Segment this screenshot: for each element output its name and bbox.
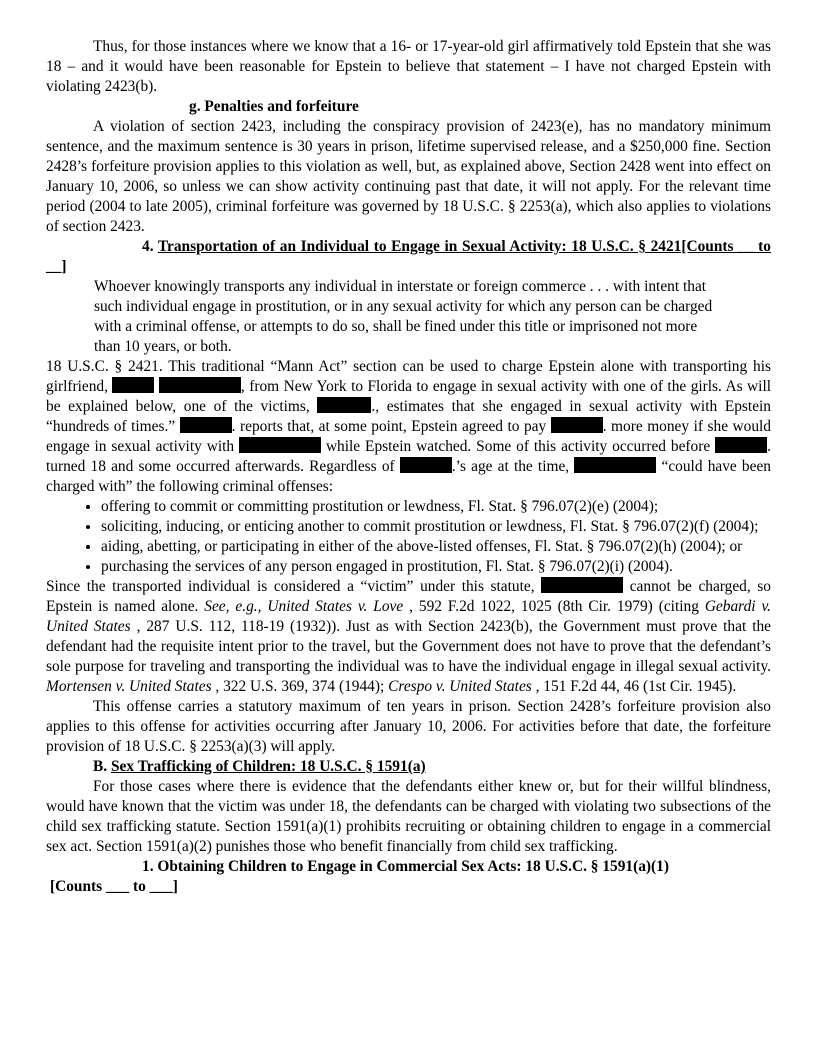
document-body [46, 37, 771, 897]
case-citation: Crespo v. United States [388, 678, 532, 695]
paragraph-trafficking: For those cases where there is evidence that the defendants either knew or, but for their willful blindness, would have known that the victim was under 18, the defendants can be charged with violating two subsections of the child sex trafficking statute. Section 1591(a)(1) prohibits recruiting or obtaining children to engage in a commercial sex act. Section 1591(a)(2) punishes those who benefit financially from child sex trafficking. [46, 778, 771, 855]
heading-sex-trafficking: B. Sex Trafficking of Children: 18 U.S.C. § 1591(a) [93, 758, 426, 775]
heading-transportation [46, 237, 771, 277]
redaction-block [400, 457, 452, 473]
heading-obtaining-children: 1. Obtaining Children to Engage in Commercial Sex Acts: 18 U.S.C. § 1591(a)(1) [142, 858, 669, 875]
statute-quote: Whoever knowingly transports any individual in interstate or foreign commerce . . . with intent that such individual engage in prostitution, or in any sexual activity for which any person can be charged with a criminal offense, or attempts to do so, shall be fined under this title or imprisoned not more than 10 years, or both. [94, 278, 713, 355]
redaction-block [159, 377, 241, 393]
list-item: • aiding, abetting, or participating in either of the above-listed offenses, Fl. Stat. § 796.07(2)(h) (2004); or [101, 537, 771, 557]
list-item: • offering to commit or committing prostitution or lewdness, Fl. Stat. § 796.07(2)(e) (2004); [101, 497, 771, 517]
list-item: • purchasing the services of any person engaged in prostitution, Fl. Stat. § 796.07(2)(i) (2004). [101, 557, 771, 577]
redaction-block [715, 437, 767, 453]
heading-penalties: g. Penalties and forfeiture [189, 98, 359, 115]
paragraph-forfeiture: This offense carries a statutory maximum of ten years in prison. Section 2428’s forfeiture provision also applies to this offense for activities occurring after January 10, 2006. For activities before that date, the forfeiture provision of 18 U.S.C. § 2253(a)(3) will apply. [46, 698, 771, 755]
paragraph-intro: Thus, for those instances where we know that a 16- or 17-year-old girl affirmatively told Epstein that she was 18 – and it would have been reasonable for Epstein to believe that statement – I have not charged Epstein with violating 2423(b). [46, 38, 771, 95]
redaction-block [180, 417, 232, 433]
case-citation: Gebardi v. United States [46, 598, 771, 635]
redaction-block [541, 577, 623, 593]
redaction-block [317, 397, 371, 413]
paragraph-mann-act: 18 U.S.C. § 2421. This traditional “Mann Act” section can be used to charge Epstein alone with transporting his girlfriend, , from New York to Florida to engage in sexual activity with one of the girls. As will be explained below, one of the victims, ., estimates that she engaged in sexual activity with Epstein “hundreds of times.” . reports that, at some point, Epstein agreed to pay . more money if she would engage in sexual activity with while Epstein watched. Some of this activity occurred before . turned 18 and some occurred afterwards. Regardless of .’s age at the time, “could have been charged with” the following criminal offenses: [46, 358, 772, 495]
paragraph-penalties: A violation of section 2423, including the conspiracy provision of 2423(e), has no mandatory minimum sentence, and the maximum sentence is 30 years in prison, lifetime supervised release, and a $250,000 fine. Section 2428’s forfeiture provision applies to this violation as well, but, as explained above, Section 2428 went into effect on January 10, 2006, so unless we can show activity continuing past that date, it will not apply. For the relevant time period (2004 to late 2005), criminal forfeiture was governed by 18 U.S.C. § 2253(a), which also applies to violations of section 2423. [46, 118, 771, 235]
heading-number: 4. [142, 238, 154, 255]
redaction-block [239, 437, 321, 453]
case-citation: Mortensen v. United States [46, 678, 212, 695]
redaction-block [574, 457, 656, 473]
heading-title: Transportation of an Individual to Engage in Sexual Activity: 18 U.S.C. § 2421[Counts __ to __] [46, 238, 771, 275]
heading-counts: [Counts ___ to ___] [50, 878, 178, 895]
offense-list [46, 497, 771, 577]
case-citation: See, e.g., United States v. Love [204, 598, 404, 615]
list-item: • soliciting, inducing, or enticing another to commit prostitution or lewdness, Fl. Stat. § 796.07(2)(f) (2004); [101, 517, 771, 537]
redaction-block [112, 377, 154, 393]
redaction-block [551, 417, 603, 433]
paragraph-victim: Since the transported individual is considered a “victim” under this statute, cannot be charged, so Epstein is named alone. See, e.g., United States v. Love , 592 F.2d 1022, 1025 (8th Cir. 1979) (citing Gebardi v. United States , 287 U.S. 112, 118-19 (1932)). Just as with Section 2423(b), the Government must prove that the defendant had the requisite intent prior to the travel, but the Government does not have to prove that the defendant’s sole purpose for traveling and transporting the individual was to have the individual engage in illegal sexual activity. Mortensen v. United States , 322 U.S. 369, 374 (1944); Crespo v. United States , 151 F.2d 44, 46 (1st Cir. 1945). [46, 578, 771, 695]
